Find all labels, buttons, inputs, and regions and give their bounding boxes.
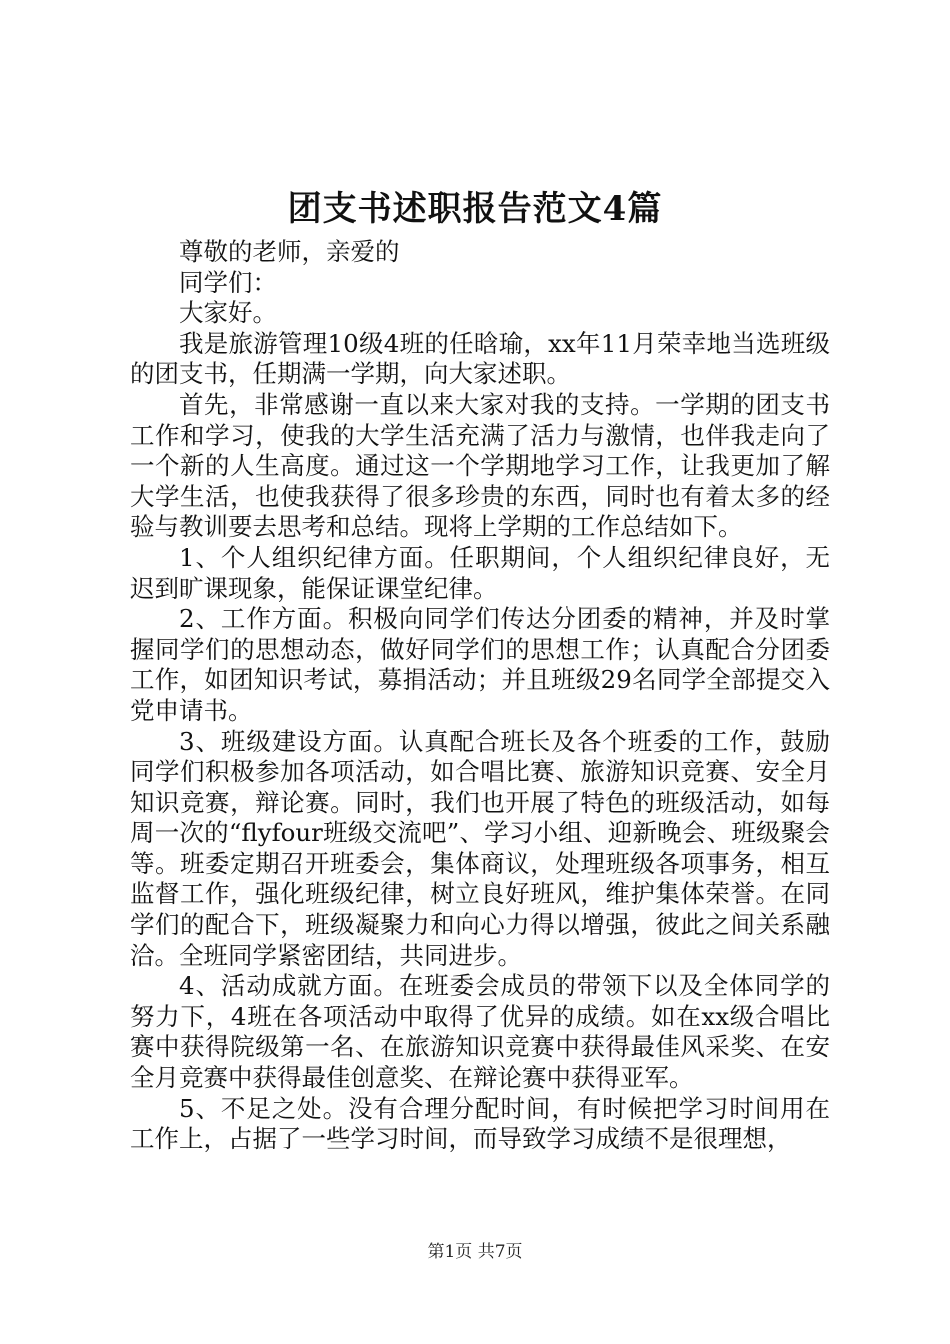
salutation-line-2: 同学们： (179, 267, 277, 297)
paragraph-item-3: 3、班级建设方面。认真配合班长及各个班委的工作，鼓励同学们积极参加各项活动，如合唱比赛、旅游知识竞赛、安全月知识竞赛，辩论赛。同时，我们也开展了特色的班级活动，如每周一次的“flyfour班级交流吧”、学习小组、迎新晚会、班级聚会等。班委定期召开班委会，集体商议，处理班级各项事务，相互监督工作，强化班级纪律，树立良好班风，维护集体荣誉。在同学们的配合下，班级凝聚力和向心力得以增强，彼此之间关系融洽。全班同学紧密团结，共同进步。 (130, 726, 830, 970)
document-title: 团支书述职报告范文4篇 (287, 189, 663, 229)
paragraph-intro: 我是旅游管理10级4班的任晗瑜，xx年11月荣幸地当选班级的团支书，任期满一学期，向大家述职。 (130, 328, 830, 389)
salutation-line-1: 尊敬的老师，亲爱的 (179, 237, 400, 266)
greeting: 大家好。 (179, 298, 277, 328)
document-body (130, 237, 830, 1155)
paragraph-item-4: 4、活动成就方面。在班委会成员的带领下以及全体同学的努力下，4班在各项活动中取得了优异的成绩。如在xx级合唱比赛中获得院级第一名、在旅游知识竞赛中获得最佳风采奖、在安全月竞赛中获得最佳创意奖、在辩论赛中获得亚军。 (130, 971, 830, 1093)
paragraph-item-5: 5、不足之处。没有合理分配时间，有时候把学习时间用在工作上，占据了一些学习时间，而导致学习成绩不是很理想， (130, 1093, 830, 1154)
paragraph-thanks: 首先，非常感谢一直以来大家对我的支持。一学期的团支书工作和学习，使我的大学生活充满了活力与激情，也伴我走向了一个新的人生高度。通过这一个学期地学习工作，让我更加了解大学生活，也使我获得了很多珍贵的东西，同时也有着太多的经验与教训要去思考和总结。现将上学期的工作总结如下。 (130, 389, 830, 542)
paragraph-item-1: 1、个人组织纪律方面。任职期间，个人组织纪律良好，无迟到旷课现象，能保证课堂纪律。 (130, 542, 830, 603)
page-number-footer: 第1页 共7页 (427, 1242, 523, 1262)
paragraph-item-2: 2、工作方面。积极向同学们传达分团委的精神，并及时掌握同学们的思想动态，做好同学们的思想工作；认真配合分团委工作，如团知识考试，募捐活动；并且班级29名同学全部提交入党申请书。 (130, 604, 830, 725)
